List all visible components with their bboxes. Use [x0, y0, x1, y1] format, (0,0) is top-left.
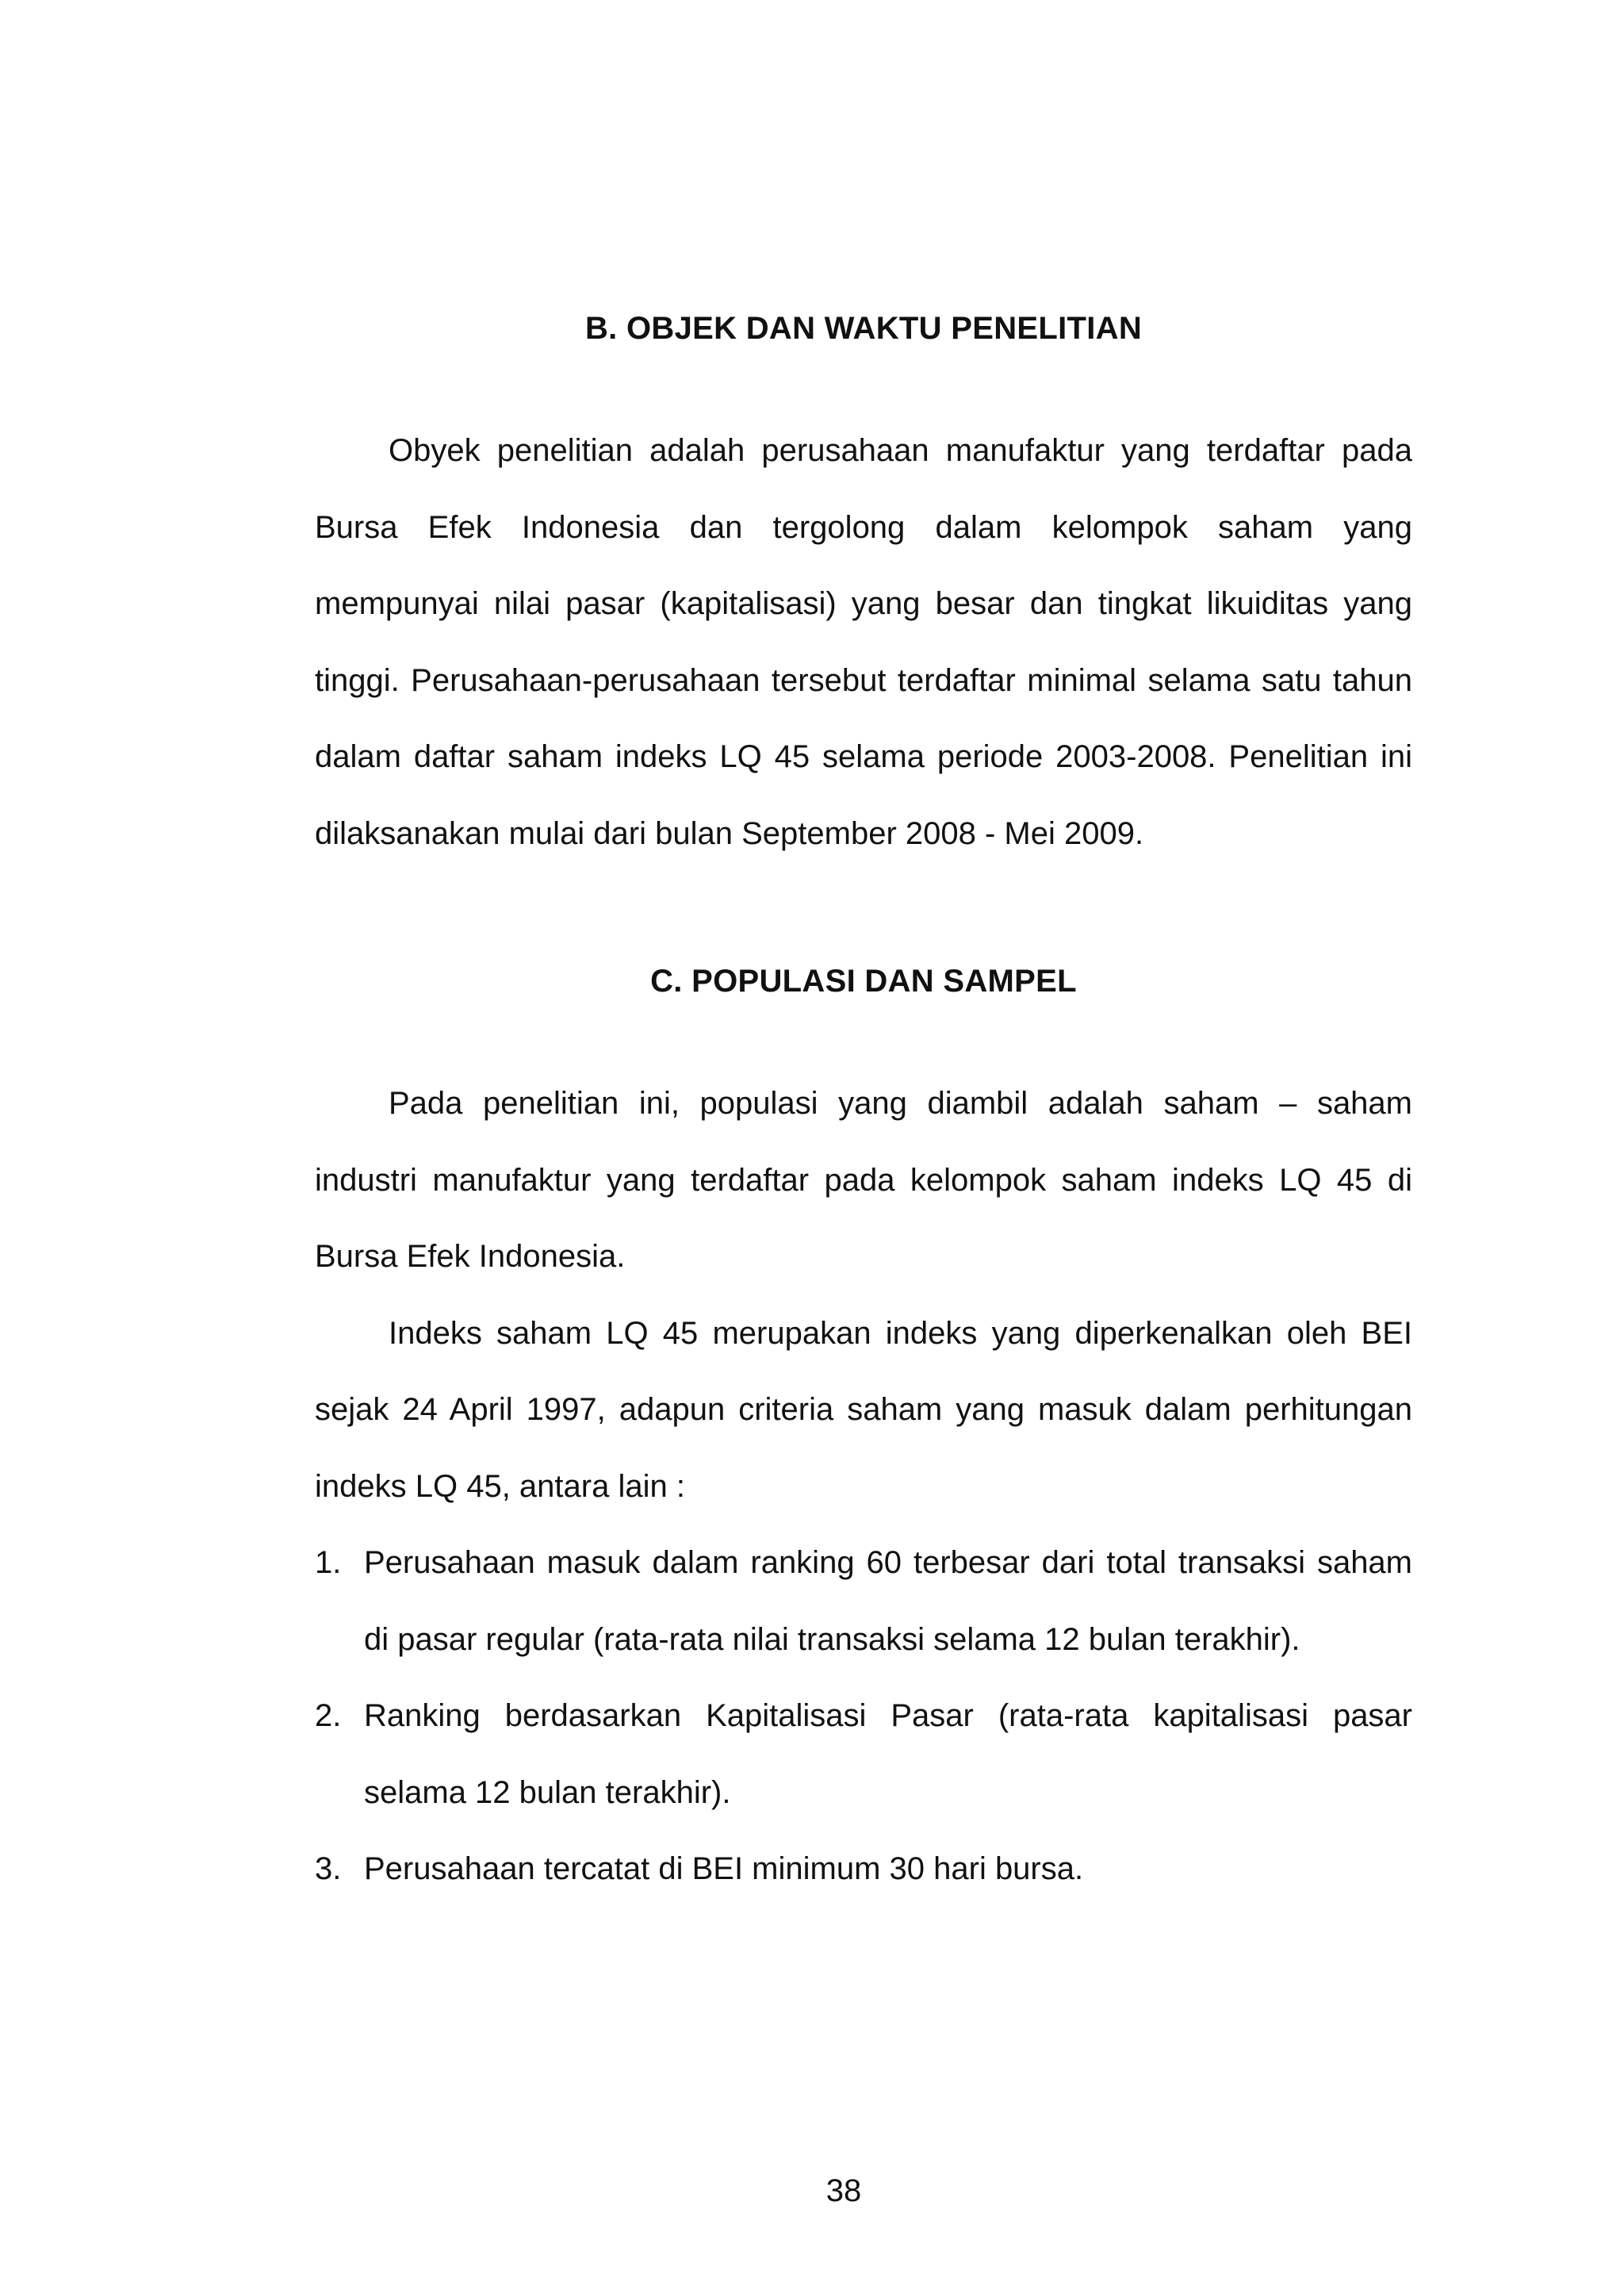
criteria-list: [315, 1525, 1412, 1908]
section-c-paragraph-1: Pada penelitian ini, populasi yang diambil adalah saham – saham industri manufaktur yang terdaftar pada kelompok saham indeks LQ 45 di Bursa Efek Indonesia.: [315, 1086, 1412, 1274]
list-item-number: 3.: [315, 1851, 342, 1886]
list-item-text: Ranking berdasarkan Kapitalisasi Pasar (rata-rata kapitalisasi pasar selama 12 bulan terakhir).: [364, 1698, 1412, 1810]
list-item-text: Perusahaan masuk dalam ranking 60 terbesar dari total transaksi saham di pasar regular (rata-rata nilai transaksi selama 12 bulan terakhir).: [364, 1545, 1412, 1657]
section-b-paragraph: Obyek penelitian adalah perusahaan manufaktur yang terdaftar pada Bursa Efek Indonesia dan tergolong dalam kelompok saham yang mempunyai nilai pasar (kapitalisasi) yang besar dan tingkat likuiditas yang tinggi. Perusahaan-perusahaan tersebut terdaftar minimal selama satu tahun dalam daftar saham indeks LQ 45 selama periode 2003-2008. Penelitian ini dilaksanakan mulai dari bulan September 2008 - Mei 2009.: [315, 433, 1412, 851]
list-item: [315, 1678, 1412, 1831]
list-item-number: 1.: [315, 1545, 342, 1580]
page-number: 38: [825, 2173, 862, 2208]
list-item-text: Perusahaan tercatat di BEI minimum 30 hari bursa.: [364, 1851, 1084, 1886]
section-b-heading: B. OBJEK DAN WAKTU PENELITIAN: [584, 311, 1143, 346]
list-item-number: 2.: [315, 1698, 342, 1733]
list-item: [315, 1831, 1412, 1908]
section-c-heading: C. POPULASI DAN SAMPEL: [650, 964, 1077, 999]
page-content: [315, 305, 1412, 1908]
list-item: [315, 1525, 1412, 1678]
section-c-paragraph-2: Indeks saham LQ 45 merupakan indeks yang diperkenalkan oleh BEI sejak 24 April 1997, adapun criteria saham yang masuk dalam perhitungan indeks LQ 45, antara lain :: [315, 1315, 1412, 1504]
